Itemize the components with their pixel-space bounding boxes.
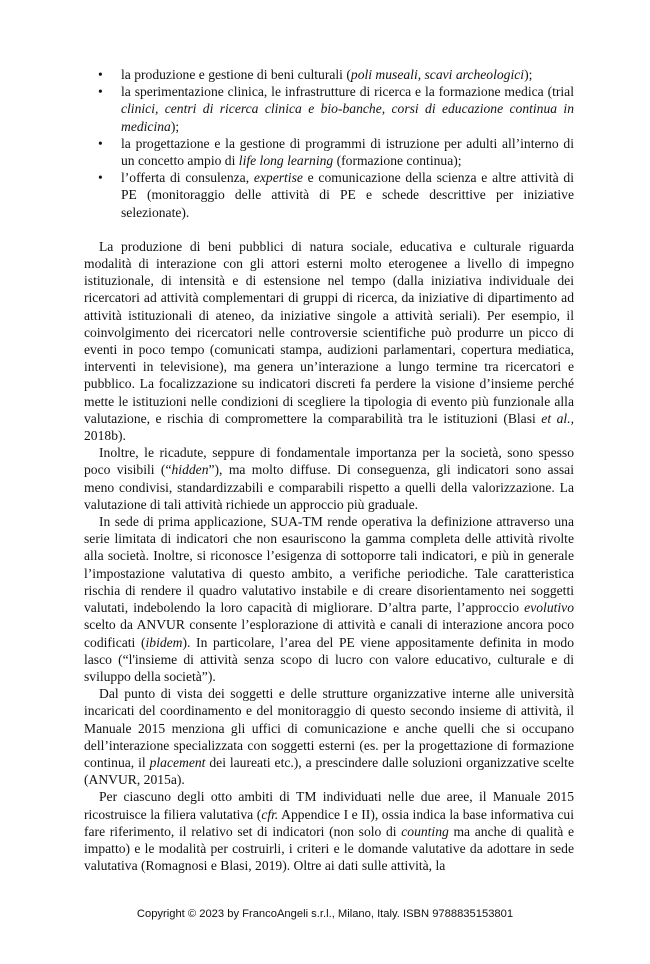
list-item: • la progettazione e la gestione di programmi di istruzione per adulti all’interno di un concetto ampio di life long learning (formazione continua); (98, 135, 574, 169)
bullet-icon: • (98, 84, 103, 100)
bullet-icon: • (98, 67, 103, 82)
list-item: • la sperimentazione clinica, le infrastrutture di ricerca e la formazione medica (trial clinici, centri di ricerca clinica e bio-banche, corsi di educazione continua in medicina); (98, 84, 574, 134)
body-paragraph: Inoltre, le ricadute, seppure di fondamentale importanza per la società, sono spesso poco visibili (“hidden”), ma molto diffuse. Di conseguenza, gli indicatori sono assai meno condivisi, standardizzabili e comparabili rispetto a quelli della valorizzazione. La valutazione di tali attività richiede un approccio più graduale. (84, 445, 574, 512)
bullet-list (84, 66, 574, 221)
copyright-footer: Copyright © 2023 by FrancoAngeli s.r.l., Milano, Italy. ISBN 9788835153801 (136, 908, 514, 920)
body-paragraph: Per ciascuno degli otto ambiti di TM individuati nelle due aree, il Manuale 2015 ricostruisce la filiera valutativa (cfr. Appendice I e II), ossia indica la base informativa cui fare riferimento, il relativo set di indicatori (non solo di counting ma anche di qualità e impatto) e le modalità per costruirli, i criteri e le domande valutative da adottare in sede valutativa (Romagnosi e Blasi, 2019). Oltre ai dati sulle attività, la (84, 789, 575, 874)
page-body (84, 66, 574, 874)
list-item: • la produzione e gestione di beni culturali (poli museali, scavi archeologici); (98, 67, 533, 82)
list-item: • l’offerta di consulenza, expertise e comunicazione della scienza e altre attività di PE (monitoraggio delle attività di PE e schede descrittive per iniziative selezionate). (98, 170, 574, 220)
body-paragraph: Dal punto di vista dei soggetti e delle strutture organizzative interne alle università incaricati del coordinamento e del monitoraggio di questo secondo insieme di attività, il Manuale 2015 menziona gli uffici di comunicazione e anche quelli che si occupano dell’interazione specializzata con soggetti esterni (es. per la progettazione di formazione continua, il placement dei laureati etc.), a prescindere dalle soluzioni organizzative scelte (ANVUR, 2015a). (84, 686, 574, 788)
body-paragraph: In sede di prima applicazione, SUA-TM rende operativa la definizione attraverso una serie limitata di indicatori che non esauriscono la gamma completa delle attività rivolte alla società. Inoltre, si riconosce l’esigenza di sottoporre tali indicatori, e più in generale l’impostazione valutativa di questo ambito, a verifiche periodiche. Tale caratteristica rischia di rendere il quadro valutativo instabile e di creare disorientamento nei soggetti valutati, indebolendo la loro capacità di migliorare. D’altra parte, l’approccio evolutivo scelto da ANVUR consente l’esplorazione di attività e canali di interazione ancora poco codificati (ibidem). In particolare, l’area del PE viene appositamente definita in modo lasco (“l'insieme di attività senza scopo di lucro con valore educativo, culturale e di sviluppo della società”). (84, 514, 574, 684)
body-paragraph: La produzione di beni pubblici di natura sociale, educativa e culturale riguarda modalità di interazione con gli attori esterni molto eterogenee a livello di impegno istituzionale, di intensità e di estensione nel tempo (dalla iniziativa individuale dei ricercatori ad attività complementari di gruppi di ricerca, da iniziative di dipartimento ad attività istituzionali di ateneo, da iniziative singole a attività seriali). Per esempio, il coinvolgimento dei ricercatori nelle controversie scientifiche può produrre un picco di eventi in poco tempo (comunicati stampa, audizioni parlamentari, copertura mediatica, interventi in televisione), ma genera un’interazione a lungo termine tra ricercatori e pubblico. La focalizzazione su indicatori discreti fa perdere la visione d’insieme perché mette le istituzioni nelle condizioni di scegliere la tipologia di evento più funzionale alla valutazione, e rischia di compromettere la comparabilità tra le istituzioni (Blasi et al., 2018b). (84, 238, 574, 444)
bullet-icon: • (98, 170, 103, 186)
bullet-icon: • (98, 135, 103, 151)
